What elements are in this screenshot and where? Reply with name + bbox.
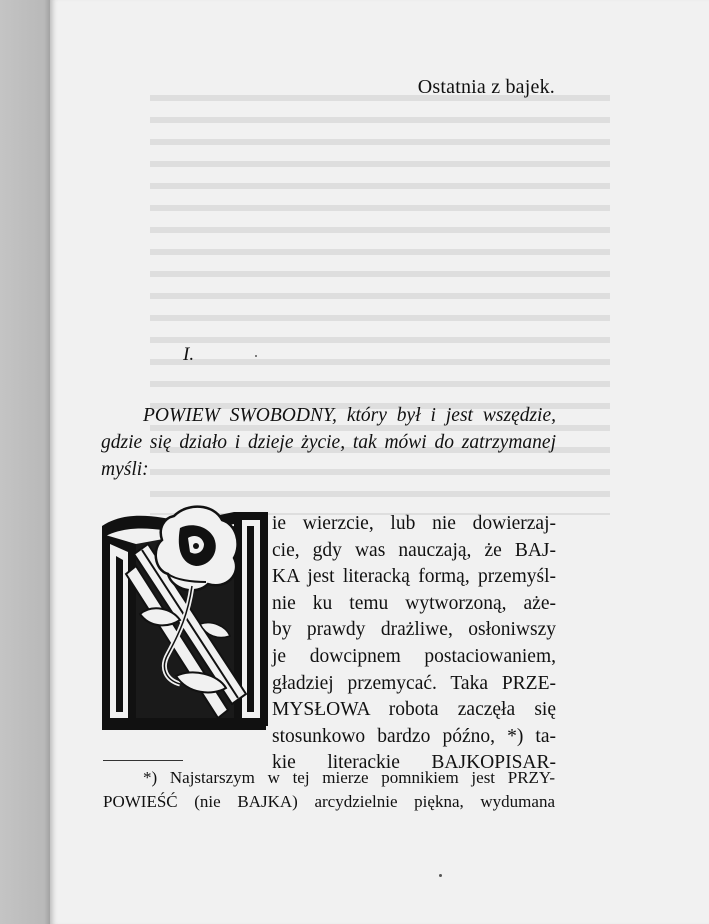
intro-rest: który był i jest wszędzie, gdzie się działo i dzieje życie, tak mówi do zatrzymanej myśli: [101,405,557,480]
body-line: KA jest literacką formą, przemyśl- [272,566,556,588]
section-number: I. [183,344,195,365]
body-line: gładziej przemycać. Taka PRZE- [272,672,556,694]
paper-speck [439,874,442,877]
ornamental-drop-cap [96,504,272,734]
footnote-line: *) Najstarszym w tej mierze pomnikiem jest PRZY- [143,768,555,787]
body-paragraph [272,511,556,777]
body-line: ie wierzcie, lub nie dowierzaj- [272,513,556,534]
body-line: je dowcipnem postaciowaniem, [272,645,556,667]
body-line: nie ku temu wytworzoną, aże- [272,592,556,614]
footnote-line: POWIEŚĆ (nie BAJKA) arcydzielnie piękna, wydumana [103,792,555,811]
body-line: MYSŁOWA robota zaczęła się [272,699,556,721]
footnote-divider [103,760,183,761]
body-line: stosunkowo bardzo późno, *) ta- [272,725,556,747]
intro-paragraph [101,402,556,483]
paper-speck [255,355,257,357]
footnote [103,766,555,814]
body-line: kie literackie BAJKOPISAR- [272,752,556,774]
book-gutter [0,0,52,924]
body-line: cie, gdy was nauczają, że BAJ- [272,539,556,561]
intro-lead: POWIEW SWOBODNY, [143,405,337,426]
body-line: by prawdy drażliwe, osłoniwszy [272,619,556,641]
running-head: Ostatnia z bajek. [417,76,555,98]
